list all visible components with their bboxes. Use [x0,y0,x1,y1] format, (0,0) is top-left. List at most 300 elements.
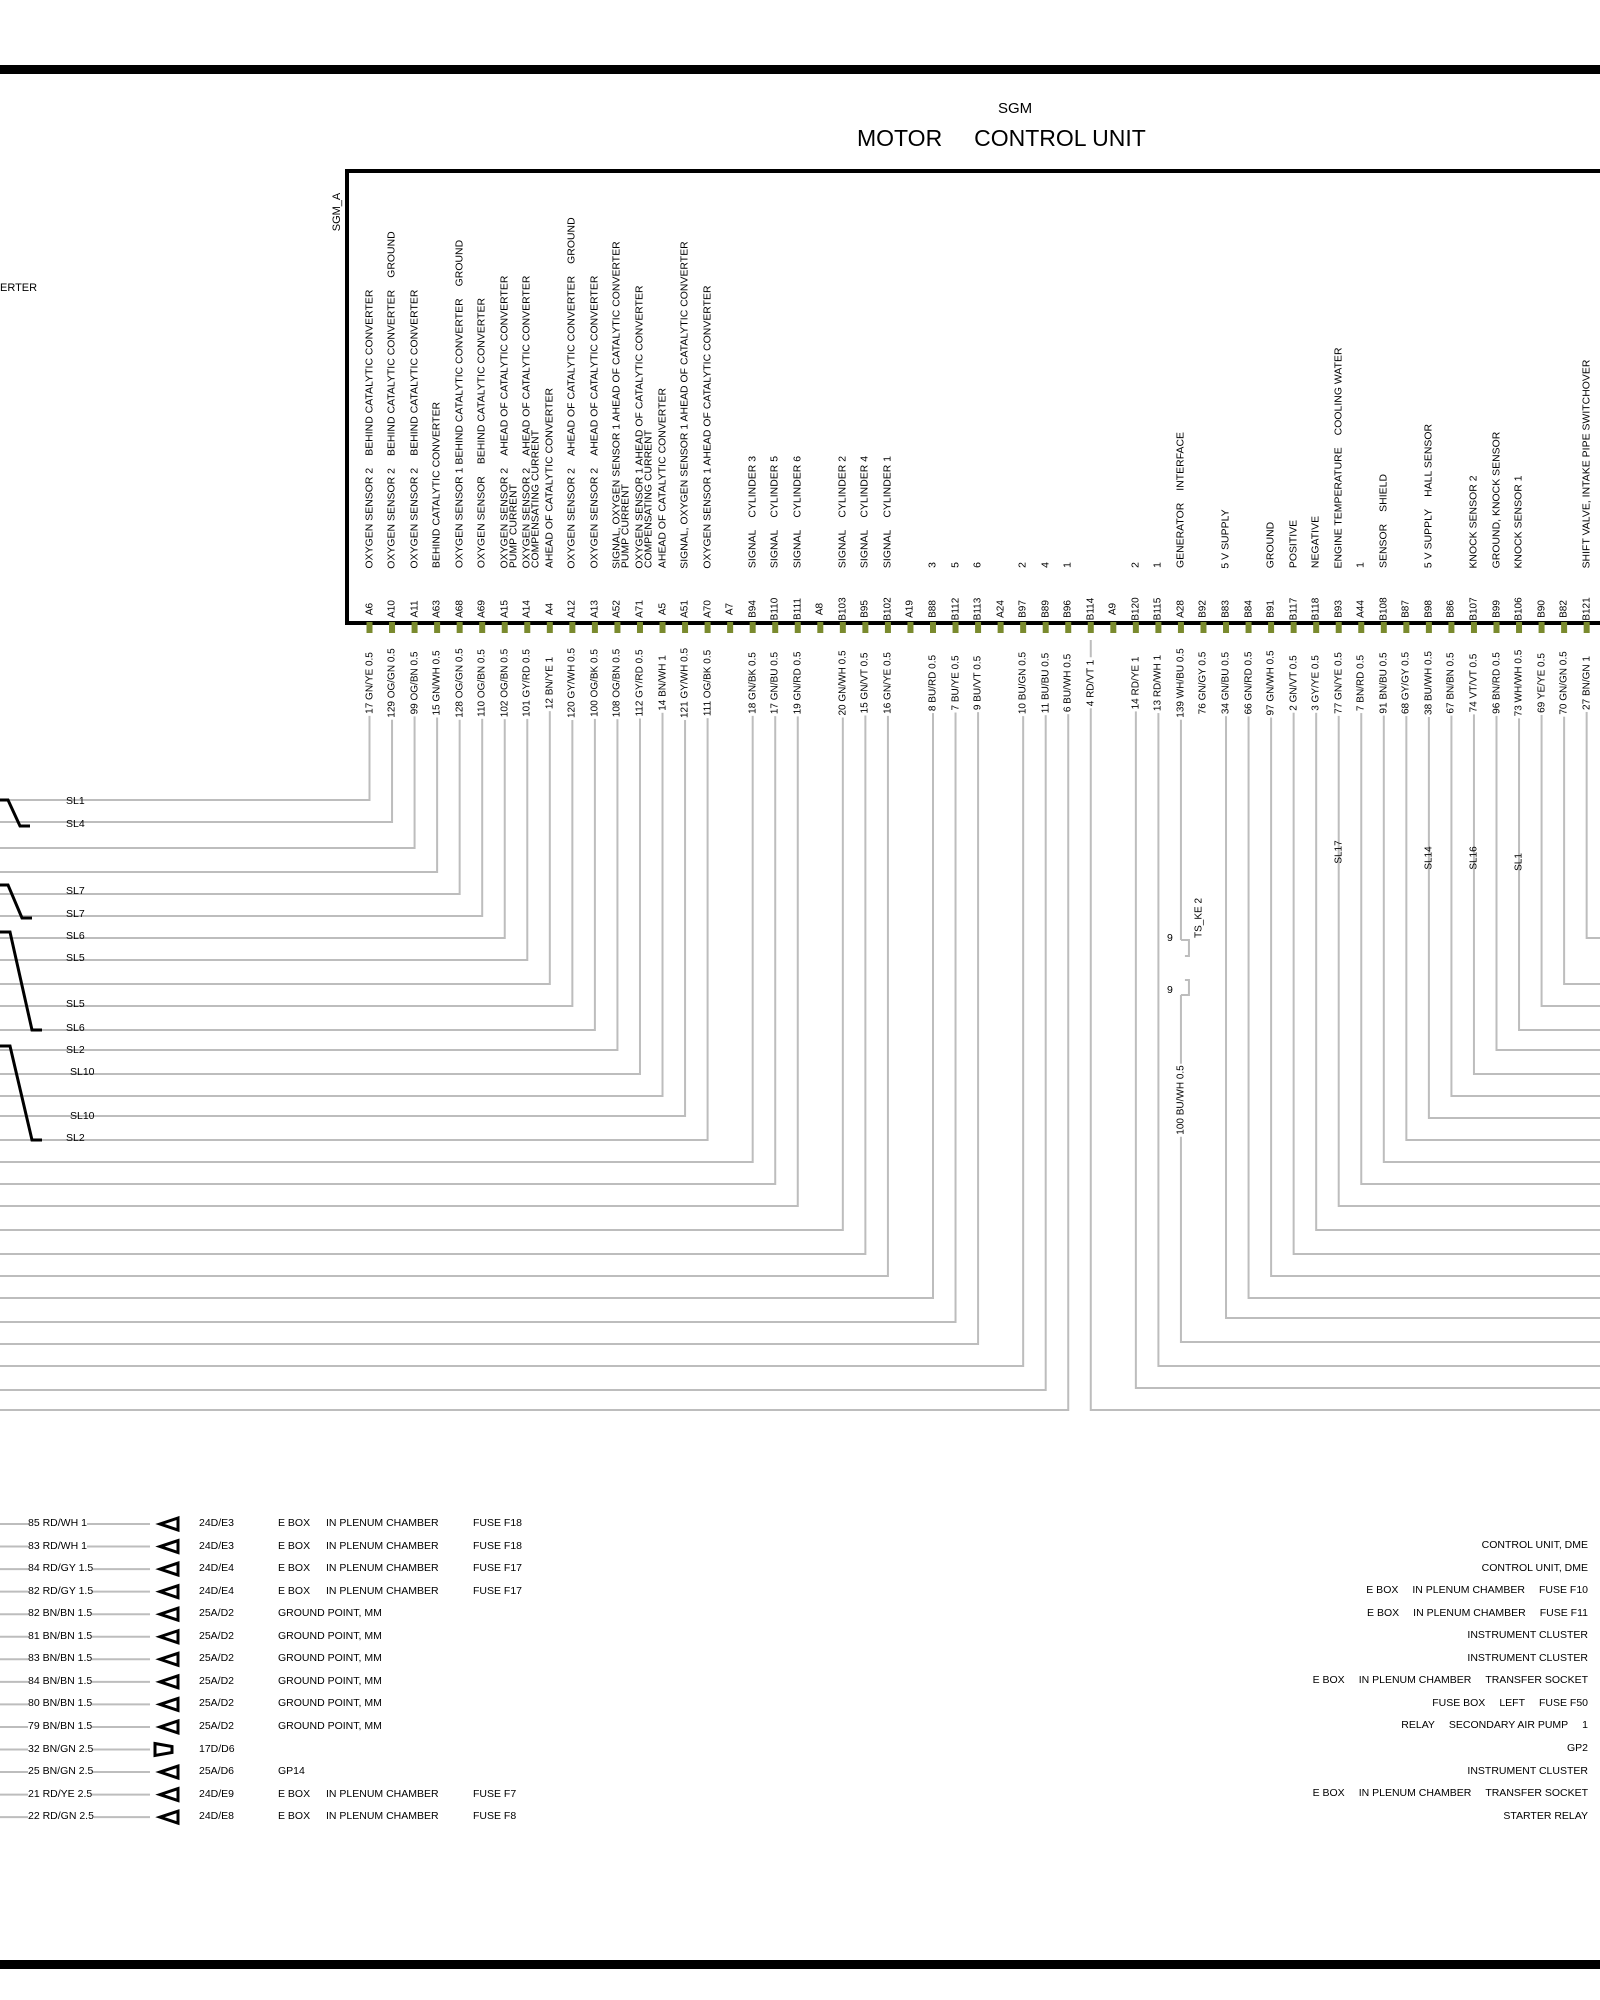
pin-terminal [412,622,418,633]
signal-label-part: OXYGEN SENSOR 2 [386,467,398,569]
pin-number: B95 [859,600,871,618]
signal-label [860,456,871,568]
footer-right-part: E BOX [1312,1787,1345,1800]
signal-label [657,388,668,568]
wire-label: 4 RD/VT 1 [1085,659,1097,707]
signal-label-part: AHEAD OF CATALYTIC CONVERTER [657,387,669,569]
footer-ref: 24D/E8 [199,1810,235,1823]
pin-terminal [1200,622,1206,633]
pin-terminal [975,622,981,633]
wire-label: 14 RD/YE 1 [1130,656,1142,710]
footer-right-destination [1467,1629,1588,1641]
signal-label-part: GROUND [566,216,578,264]
bottom-border [0,1960,1600,1969]
signal-label-part: SIGNAL [837,529,849,569]
wire-label: 8 BU/RD 0.5 [927,654,939,712]
wire-label: 13 RD/WH 1 [1152,654,1164,712]
top-border [0,65,1600,74]
footer-right-part: E BOX [1366,1584,1399,1597]
footer-right-destination [1503,1810,1588,1822]
wire-trace [1271,690,1600,1276]
footer-destination: IN PLENUM CHAMBER [326,1787,439,1800]
pin-number: A12 [566,600,578,618]
signal-label-part: SIGNAL [769,529,781,569]
connector-symbol [1181,980,1189,995]
footer-destination: GROUND POINT, MM [278,1697,382,1710]
wire-trace [0,690,617,1050]
wire-label: 99 OG/BN 0.5 [409,651,421,715]
splice-bracket [0,932,42,1030]
footer-right-destination [1467,1652,1588,1664]
pin-terminal [1471,622,1477,633]
signal-label [477,298,488,568]
signal-label-part: AHEAD OF CATALYTIC CONVERTER [566,275,578,456]
pin-terminal [569,622,575,633]
footer-wire-label: 32 BN/GN 2.5 [28,1742,94,1755]
splice-label: SL5 [66,952,85,964]
signal-label-part: SIGNAL [882,529,894,569]
pin-terminal [1426,622,1432,633]
footer-right-part: E BOX [1312,1674,1345,1687]
pin-terminal [1246,622,1252,633]
pin-number: B121 [1581,597,1593,621]
connector-arrow [160,1586,178,1598]
footer-destination: FUSE F18 [473,1517,523,1529]
signal-label-part: BEHIND CATALYTIC CONVERTER [476,297,488,465]
wire-label: 34 GN/BU 0.5 [1220,651,1232,715]
footer-destination: E BOX [278,1539,311,1552]
wire-trace [0,690,437,872]
splice-label: SL1 [1513,853,1525,871]
pin-terminal [682,622,688,633]
pin-number: A52 [611,600,623,618]
signal-label [702,285,713,568]
wire-label: 76 GN/GY 0.5 [1197,651,1209,715]
connector-arrow [160,1563,178,1575]
wire-label: 120 GY/WH 0.5 [566,647,578,719]
splice-label: SL14 [1423,846,1435,870]
pin-number: B112 [950,597,962,621]
wire-trace [0,690,392,822]
wire-trace [0,690,978,1344]
splice-label: SL2 [66,1132,85,1144]
connector-frame-label: SGM_A [331,192,343,232]
footer-ref: 24D/E4 [199,1562,235,1575]
wire-label: 97 GN/WH 0.5 [1265,650,1277,716]
signal-label-part: 3 [927,562,939,568]
pin-number: B91 [1265,600,1277,618]
signal-label-part: BEHIND CATALYTIC CONVERTER [386,289,398,456]
wire-trace [0,690,798,1206]
wire-trace [1564,690,1600,984]
wire-label: 68 GY/GY 0.5 [1400,651,1412,715]
pin-number: B113 [972,597,984,621]
pin-terminal [727,622,733,633]
signal-label-line2: PUMP CURRENT [620,483,632,569]
footer-destination: IN PLENUM CHAMBER [326,1517,439,1529]
connector-arrow [160,1541,178,1553]
signal-label-part: 6 [972,562,984,568]
footer-destination: E BOX [278,1810,311,1823]
connector-arrow [155,1744,172,1756]
wire-label: 128 OG/GN 0.5 [454,648,466,718]
footer-destination: GP14 [278,1765,305,1778]
wire-trace [0,690,505,938]
pin-number: B120 [1130,597,1142,621]
pin-number: B106 [1513,597,1525,621]
pin-number: A4 [544,602,556,616]
pin-terminal [389,622,395,633]
footer-wire-label: 25 BN/GN 2.5 [28,1765,94,1778]
signal-label-part: AHEAD OF CATALYTIC CONVERTER [589,275,601,456]
pin-terminal [434,622,440,633]
wire-trace [0,690,1023,1366]
wire-trace [1339,690,1600,1206]
pin-terminal [817,622,823,633]
pin-number: B96 [1062,600,1074,618]
unit-name: MOTOR CONTROL UNIT [857,125,1146,151]
footer-right-destination [1367,1607,1588,1619]
connector-arrow [160,1721,178,1733]
signal-label-part: INTERFACE [1175,431,1187,491]
footer-right-part: LEFT [1499,1696,1525,1709]
wire-trace [1429,690,1600,1118]
footer-destination: FUSE F17 [473,1562,523,1575]
footer-destination: IN PLENUM CHAMBER [326,1810,439,1823]
pin-number: B111 [792,598,804,620]
pin-terminal [750,622,756,633]
footer-right-destination [1432,1697,1588,1709]
wire-trace [1497,690,1600,1050]
signal-label [770,456,781,568]
wire-label: 18 GN/BK 0.5 [747,652,759,714]
wire-label: 121 GY/WH 0.5 [679,647,691,719]
wire-label: 91 BN/BU 0.5 [1378,652,1390,714]
connector-arrow [160,1789,178,1801]
wire-trace [1384,690,1600,1162]
pin-number: B99 [1491,600,1502,618]
connector-arrow [160,1518,178,1530]
pin-terminal [1358,622,1364,633]
splice-label: SL2 [66,1044,85,1056]
signal-label-part: 1 [1152,562,1164,568]
signal-label [1063,562,1074,568]
pin-number: B118 [1310,597,1322,621]
signal-label-part: NEGATIVE [1310,515,1322,569]
footer-wire-label: 84 RD/GY 1.5 [28,1562,94,1575]
signal-label [1491,431,1502,568]
pin-number: B98 [1423,600,1435,618]
footer-destination: GROUND POINT, MM [278,1607,382,1620]
signal-label-part: CYLINDER 2 [837,455,849,518]
wire-label: 7 BU/YE 0.5 [950,655,962,711]
footer-right-part: CONTROL UNIT, DME [1481,1561,1588,1574]
signal-label-part: CYLINDER 1 [882,455,894,518]
footer-ref: 17D/D6 [199,1742,235,1755]
wire-trace [1542,690,1600,1006]
wire-label: 96 BN/RD 0.5 [1491,652,1502,714]
wire-label: 111 OG/BK 0.5 [702,649,714,717]
wire-label: 73 WH/WH 0.5 [1513,649,1525,717]
pin-number: A63 [431,600,443,618]
footer-right-destination [1313,1674,1588,1686]
footer-ref: 25A/D2 [199,1607,235,1620]
footer-wire-label: 22 RD/GN 2.5 [28,1810,94,1823]
wire-label: 108 OG/BN 0.5 [611,648,623,718]
signal-label-part: GROUND [1265,521,1277,569]
pin-terminal [705,622,711,633]
pin-terminal [1020,622,1026,633]
wire-label: 6 BU/WH 0.5 [1062,653,1074,713]
signal-label-part: AHEAD OF CATALYTIC CONVERTER [499,275,511,456]
signal-label [387,231,398,568]
signal-label-part: AHEAD OF CATALYTIC CONVERTER [521,275,533,456]
signal-label-part: CYLINDER 5 [769,455,781,518]
signal-label-part: CYLINDER 6 [792,455,804,518]
footer-ref: 24D/E4 [199,1584,235,1597]
wire-label: 102 OG/BN 0.5 [499,648,511,718]
signal-label [747,456,758,568]
pin-terminal [637,622,643,633]
pin-number: B114 [1085,597,1097,621]
pin-terminal [1088,622,1094,633]
signal-label [1288,520,1299,568]
footer-right-part: FUSE BOX [1432,1696,1486,1709]
pin-terminal [502,622,508,633]
signal-label-part: HALL SENSOR [1423,423,1435,497]
footer-destination: FUSE F17 [473,1584,523,1597]
footer-destination: GROUND POINT, MM [278,1719,382,1732]
wire-label: 2 GN/VT 0.5 [1288,655,1300,711]
footer-right-part: IN PLENUM CHAMBER [1413,1606,1526,1619]
signal-label-part: OXYGEN SENSOR 2 [499,467,511,568]
signal-label-part: AHEAD OF CATALYTIC CONVERTER [544,387,556,569]
splice-bracket [0,1046,42,1140]
pin-number: A24 [995,600,1007,618]
signal-label [928,562,939,568]
wire-label: 15 GN/VT 0.5 [859,652,871,714]
signal-label-part: 1 [1355,562,1367,568]
footer-destination: GROUND POINT, MM [278,1652,382,1665]
footer-right-part: IN PLENUM CHAMBER [1358,1674,1472,1687]
signal-label-part: GROUND [386,230,398,278]
footer-right-part: FUSE F50 [1538,1696,1588,1709]
footer-wire-label: 21 RD/YE 2.5 [28,1787,93,1800]
left-cut-label: ERTER [0,282,38,294]
footer-destination: FUSE F7 [473,1787,517,1800]
connector-arrow [160,1608,178,1620]
connector-arrow [160,1766,178,1778]
pin-number: B89 [1040,600,1052,618]
signal-label [1468,475,1479,568]
splice-label: SL7 [66,908,85,920]
pin-terminal [592,622,598,633]
footer-ref: 24D/E9 [199,1787,235,1800]
wire-label: 110 OG/BN 0.5 [476,649,488,717]
footer-wire-label: 82 RD/GY 1.5 [28,1584,94,1597]
wire-label: 74 VT/VT 0.5 [1468,653,1480,713]
signal-label-part: OXYGEN SENSOR 2 [566,467,578,569]
footer-right-part: CONTROL UNIT, DME [1481,1539,1588,1551]
signal-label-part: OXYGEN SENSOR 2 [589,467,601,568]
signal-label-part: OXYGEN SENSOR 2 [364,467,375,568]
pin-terminal [1155,622,1161,633]
footer-ref: 25A/D6 [199,1765,235,1778]
splice-label: SL6 [66,1022,85,1034]
pin-number: B107 [1468,597,1480,621]
signal-label-part: OXYGEN SENSOR 2 [521,467,533,568]
signal-label-line2: COMPENSATING CURRENT [530,429,542,569]
signal-label-part: 1 [1062,562,1074,568]
signal-label-part: OXYGEN SENSOR 1 BEHIND CATALYTIC CONVERTER [454,298,466,569]
signal-label [837,456,848,568]
signal-label [1378,474,1389,568]
signal-label-part: SIGNAL [792,529,804,569]
pin-terminal [1133,622,1139,633]
footer-right-part: IN PLENUM CHAMBER [1412,1584,1525,1597]
footer-wire-label: 84 BN/BN 1.5 [28,1674,93,1687]
signal-label-part: OXYGEN SENSOR [476,476,488,569]
pin-number: A13 [589,600,601,618]
wire-label: 15 GN/WH 0.5 [431,650,443,716]
footer-destination: E BOX [278,1584,311,1597]
pin-number: A5 [657,602,669,616]
pin-number: B86 [1445,600,1457,618]
pin-terminal [907,622,913,633]
signal-label [1175,432,1186,568]
wire-label: 101 GY/RD 0.5 [521,649,533,717]
signal-label [1221,509,1232,568]
pin-terminal [953,622,959,633]
pin-number: B88 [927,600,939,618]
pin-terminal [367,622,373,633]
pin-terminal [524,622,530,633]
wire-trace [1519,690,1600,1030]
signal-label-part: POSITIVE [1288,519,1300,569]
pin-number: B102 [882,597,894,621]
pin-terminal [1065,622,1071,633]
signal-label-part: SIGNAL [859,529,871,569]
wire-label: 12 BN/YE 1 [544,656,556,710]
wire-label: 100 BU/WH 0.5 [1175,1065,1187,1135]
pin-terminal [1539,622,1545,633]
wire-trace [0,690,640,1074]
pin-number: A8 [814,602,826,616]
wire-label: 19 GN/RD 0.5 [792,651,804,715]
pin-number: A28 [1175,600,1187,618]
footer-ref: 25A/D2 [199,1652,235,1665]
pin-number: B90 [1536,600,1548,618]
signal-label [1514,475,1525,568]
wire-label: 38 BU/WH 0.5 [1423,651,1435,715]
pin-number: A7 [724,602,736,616]
signal-label [1333,347,1344,568]
splice-label: SL7 [66,885,85,897]
footer-destination: E BOX [278,1562,311,1575]
footer-ref: 25A/D2 [199,1674,235,1687]
footer-wire-label: 81 BN/BN 1.5 [28,1629,93,1642]
pin-number: A15 [499,600,511,618]
footer-right-destination [1482,1562,1588,1574]
wire-label: 17 GN/BU 0.5 [769,651,781,715]
footer-destination: IN PLENUM CHAMBER [326,1584,439,1597]
pin-number: B115 [1152,597,1164,621]
signal-label-part: OXYGEN SENSOR 1 AHEAD OF CATALYTIC CONVERTER [702,284,714,569]
pin-terminal [547,622,553,633]
connector-arrow [160,1676,178,1688]
splice-label: SL6 [66,930,85,942]
pin-terminal [840,622,846,633]
pin-terminal [1381,622,1387,633]
pin-number: A14 [521,600,533,618]
pin-terminal [772,622,778,633]
footer-right-part: FUSE F11 [1539,1606,1588,1619]
pin-number: B84 [1243,600,1255,618]
signal-label [567,217,578,568]
signal-label-line2: COMPENSATING CURRENT [643,429,655,569]
pin-number: A6 [364,602,375,616]
signal-label-part: CYLINDER 3 [747,455,759,518]
connector-arrow [160,1653,178,1665]
signal-label-part: KNOCK SENSOR 1 [1513,474,1525,569]
signal-label-part: SIGNAL, OXYGEN SENSOR 1 AHEAD OF CATALYTIC CONVERTER [679,240,691,569]
pin-number: B93 [1333,600,1345,618]
pin-number: B97 [1017,600,1029,618]
wire-trace [1136,690,1600,1388]
signal-label [544,388,555,568]
footer-wire-label: 80 BN/BN 1.5 [28,1697,93,1710]
signal-label-part: 2 [1017,562,1029,568]
footer-destination: E BOX [278,1787,311,1800]
wire-label: 14 BN/WH 1 [657,655,669,711]
wire-label: 10 BU/GN 0.5 [1017,651,1029,715]
pin-terminal [1561,622,1567,633]
signal-label-part: CYLINDER 4 [859,455,871,518]
signal-label [1423,424,1434,568]
connector-arrow [160,1631,178,1643]
footer-wire-label: 79 BN/BN 1.5 [28,1719,93,1732]
wire-trace [1406,690,1600,1140]
wire-label: 69 YE/YE 0.5 [1536,653,1548,713]
pin-number: A10 [386,600,398,618]
pin-terminal [1516,622,1522,633]
pin-number: B92 [1197,600,1209,618]
footer-wire-label: 82 BN/BN 1.5 [28,1607,93,1620]
footer-right-part: INSTRUMENT CLUSTER [1467,1764,1588,1777]
signal-label-part: BEHIND CATALYTIC CONVERTER [364,289,375,456]
footer-right-part: GP2 [1566,1741,1588,1754]
pin-terminal [479,622,485,633]
signal-label [1356,562,1367,568]
signal-label-part: BEHIND CATALYTIC CONVERTER [431,401,443,569]
pin-terminal [1268,622,1274,633]
footer-destination: GROUND POINT, MM [278,1629,382,1642]
pin-number: B117 [1288,597,1300,621]
footer-right-destination [1313,1787,1588,1799]
footer-ref: 25A/D2 [199,1629,235,1642]
wire-trace [0,690,460,894]
wire-label: 11 BU/BU 0.5 [1040,652,1052,714]
splice-label: SL17 [1333,840,1345,864]
footer-wire-label: 83 RD/WH 1 [28,1539,87,1552]
connector-pin: 9 [1166,932,1173,944]
wire-label: 7 BN/RD 0.5 [1355,654,1367,712]
signal-label [409,289,420,568]
footer-right-part: TRANSFER SOCKET [1485,1787,1588,1800]
footer-wire-label: 85 RD/WH 1 [28,1517,87,1529]
pin-number: A19 [904,600,916,618]
signal-label-part: 5 V SUPPLY [1220,508,1232,569]
